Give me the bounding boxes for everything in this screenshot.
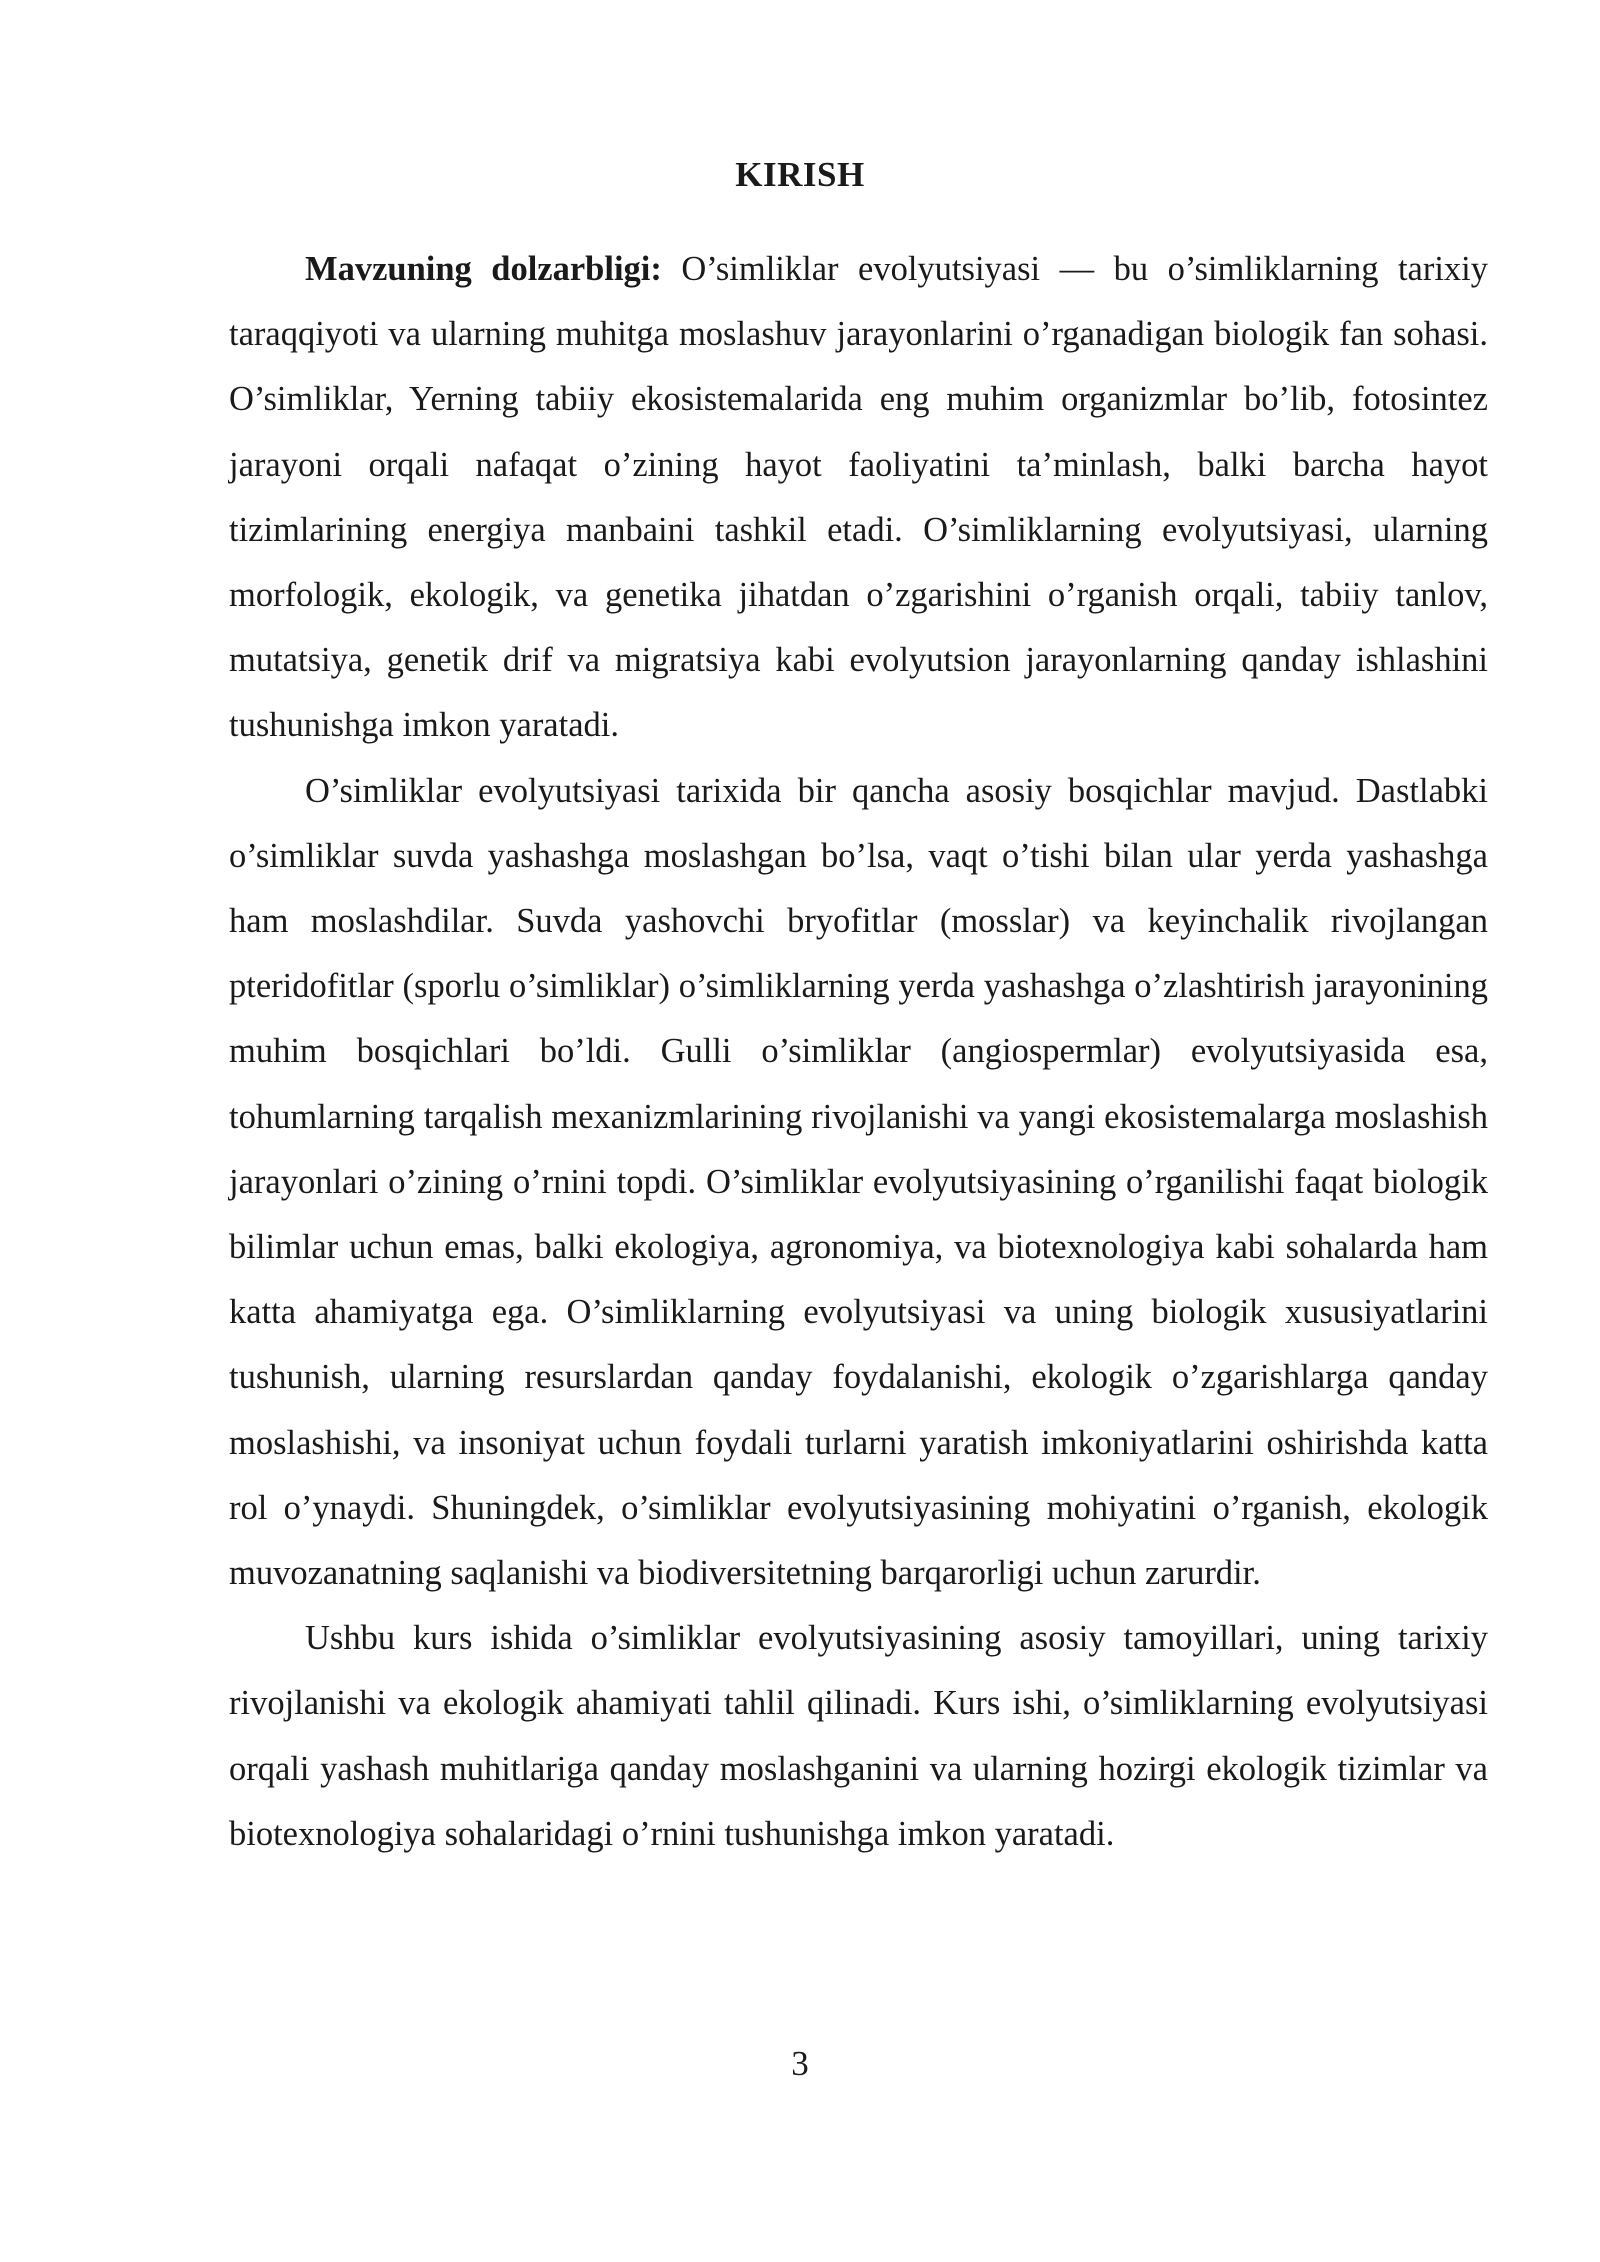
- paragraph-text: O’simliklar evolyutsiyasi — bu o’simliklarning tarixiy taraqqiyoti va ularning muhitga moslashuv jarayonlarini o’rganadigan biologik fan sohasi. O’simliklar, Yerning tabiiy ekosistemalarida eng muhim organizmlar bo’lib, fotosintez jarayoni orqali nafaqat o’zining hayot faoliyatini ta’minlash, balki barcha hayot tizimlarining energiya manbaini tashkil etadi. O’simliklarning evolyutsiyasi, ularning morfologik, ekologik, va genetika jihatdan o’zgarishini o’rganish orqali, tabiiy tanlov, mutatsiya, genetik drif va migratsiya kabi evolyutsion jarayonlarning qanday ishlashini tushunishga imkon yaratadi.: [229, 250, 1489, 745]
- paragraph-text: Ushbu kurs ishida o’simliklar evolyutsiyasining asosiy tamoyillari, uning tarixiy rivojlanishi va ekologik ahamiyati tahlil qilinadi. Kurs ishi, o’simliklarning evolyutsiyasi orqali yashash muhitlariga qanday moslashganini va ularning hozirgi ekologik tizimlar va biotexnologiya sohalaridagi o’rnini tushunishga imkon yaratadi.: [229, 1619, 1488, 1853]
- paragraph-course-work: [229, 1606, 1488, 1867]
- paragraph-stages: [229, 759, 1488, 1607]
- section-title: KIRISH: [735, 155, 865, 194]
- paragraph-text: O’simliklar evolyutsiyasi tarixida bir qancha asosiy bosqichlar mavjud. Dastlabki o’simliklar suvda yashashga moslashgan bo’lsa, vaqt o’tishi bilan ular yerda yashashga ham moslashdilar. Suvda yashovchi bryofitlar (mosslar) va keyinchalik rivojlangan pteridofitlar (sporlu o’simliklar) o’simliklarning yerda yashashga o’zlashtirish jarayonining muhim bosqichlari bo’ldi. Gulli o’simliklar (angiospermlar) evolyutsiyasida esa, tohumlarning tarqalish mexanizmlarining rivojlanishi va yangi ekosistemalarga moslashish jarayonlari o’zining o’rnini topdi. O’simliklar evolyutsiyasining o’rganilishi faqat biologik bilimlar uchun emas, balki ekologiya, agronomiya, va biotexnologiya kabi sohalarda ham katta ahamiyatga ega. O’simliklarning evolyutsiyasi va uning biologik xususiyatlarini tushunish, ularning resurslardan qanday foydalanishi, ekologik o’zgarishlarga qanday moslashishi, va insoniyat uchun foydali turlarni yaratish imkoniyatlarini oshirishda katta rol o’ynaydi. Shuningdek, o’simliklar evolyutsiyasining mohiyatini o’rganish, ekologik muvozanatning saqlanishi va biodiversitetning barqarorligi uchun zarurdir.: [229, 771, 1488, 1593]
- page-number: 3: [791, 2044, 809, 2083]
- body-text: [229, 237, 1488, 1867]
- paragraph-lead: Mavzuning dolzarbligi:: [305, 250, 662, 288]
- paragraph-relevance: [229, 237, 1488, 759]
